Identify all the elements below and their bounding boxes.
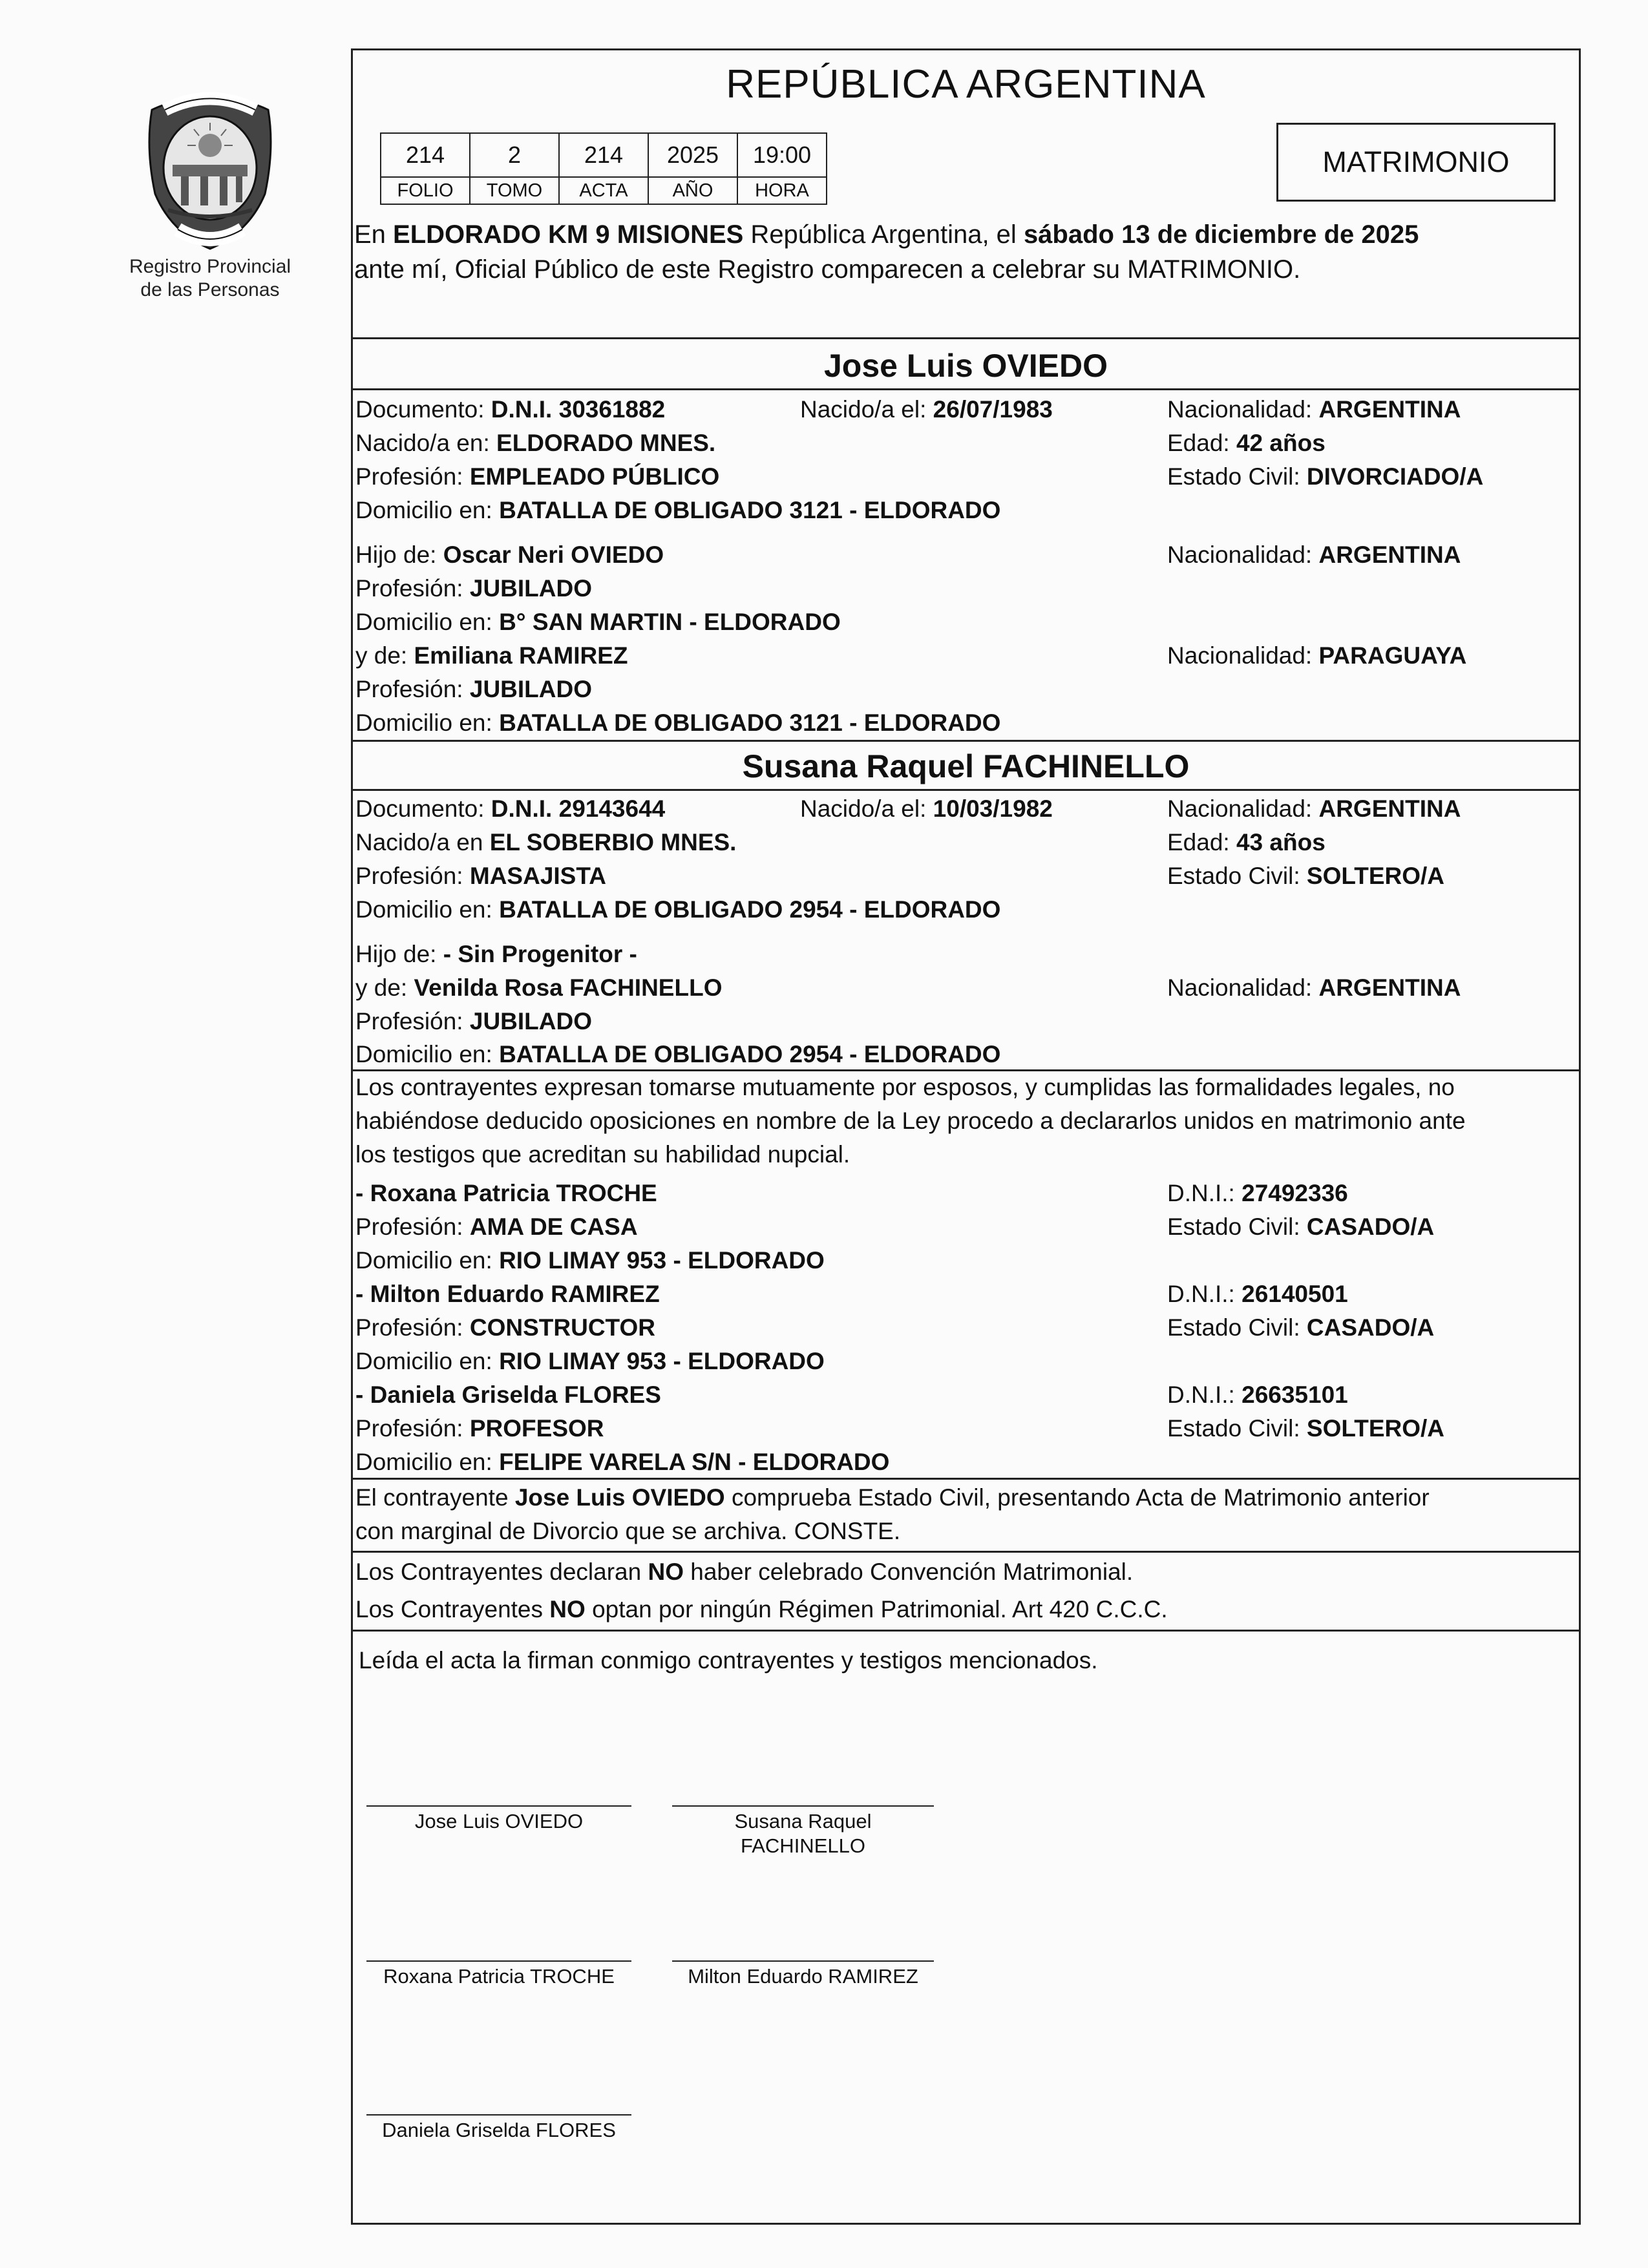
witness2-civil-status: Estado Civil: CASADO/A: [1167, 1314, 1435, 1341]
witness3-address: Domicilio en: FELIPE VARELA S/N - ELDORADO: [355, 1449, 890, 1475]
party1-mother: y de: Emiliana RAMIREZ: [355, 642, 628, 669]
party1-address: Domicilio en: BATALLA DE OBLIGADO 3121 - ELDORADO: [355, 497, 1001, 523]
party2-address: Domicilio en: BATALLA DE OBLIGADO 2954 - ELDORADO: [355, 896, 1001, 923]
civil-status-note: El contrayente Jose Luis OVIEDO comprueba Estado Civil, presentando Acta de Matrimonio anterior con marginal de Divorcio que se archiva. CONSTE.: [355, 1484, 1430, 1544]
party2-nationality: Nacionalidad: ARGENTINA: [1167, 795, 1461, 822]
party2-profession: Profesión: MASAJISTA: [355, 863, 606, 889]
folio-label: FOLIO: [381, 177, 470, 204]
party1-mother-profession: Profesión: JUBILADO: [355, 676, 592, 702]
divider: [351, 337, 1581, 339]
closing-statement: Leída el acta la firman conmigo contrayentes y testigos mencionados.: [359, 1647, 1098, 1674]
party1-nationality: Nacionalidad: ARGENTINA: [1167, 396, 1461, 423]
party2-name: Susana Raquel FACHINELLO: [742, 748, 1190, 784]
party2-documento: Documento: D.N.I. 29143644: [355, 795, 666, 822]
party2-age: Edad: 43 años: [1167, 829, 1326, 856]
witness3-civil-status: Estado Civil: SOLTERO/A: [1167, 1415, 1445, 1442]
party1-birthdate: Nacido/a el: 26/07/1983: [800, 396, 1053, 423]
witness3-profession: Profesión: PROFESOR: [355, 1415, 604, 1442]
anio-label: AÑO: [648, 177, 737, 204]
matrimonial-convention: Los Contrayentes declaran NO haber celebrado Convención Matrimonial. Los Contrayentes NO optan por ningún Régimen Patrimonial. Art 420 C.C.C.: [355, 1559, 1168, 1622]
witness2-address: Domicilio en: RIO LIMAY 953 - ELDORADO: [355, 1348, 825, 1374]
provincia-misiones-seal-icon: [132, 84, 288, 258]
party1-profession: Profesión: EMPLEADO PÚBLICO: [355, 463, 720, 490]
party2-mother-nationality: Nacionalidad: ARGENTINA: [1167, 974, 1461, 1001]
signature-label-witness1: Roxana Patricia TROCHE: [383, 1965, 615, 1988]
party1-civil-status: Estado Civil: DIVORCIADO/A: [1167, 463, 1484, 490]
witness1-address: Domicilio en: RIO LIMAY 953 - ELDORADO: [355, 1247, 825, 1274]
party2-birthplace: Nacido/a en EL SOBERBIO MNES.: [355, 829, 737, 856]
divider: [351, 1551, 1581, 1553]
divider: [351, 789, 1581, 791]
registry-caption: Registro Provincial de las Personas: [129, 256, 291, 300]
document-type-box: MATRIMONIO: [1276, 123, 1556, 202]
tomo-value: 2: [470, 133, 559, 177]
hora-value: 19:00: [737, 133, 827, 177]
party2-mother-profession: Profesión: JUBILADO: [355, 1008, 592, 1034]
signature-line: [366, 1805, 631, 1807]
declaration-paragraph: Los contrayentes expresan tomarse mutuamente por esposos, y cumplidas las formalidades legales, no habiéndose deducido oposiciones en nombre de la Ley procedo a declararlos unidos en matrimonio ante los testigos que acreditan su habilidad nupcial.: [355, 1074, 1466, 1168]
witness3-name: - Daniela Griselda FLORES: [355, 1381, 661, 1408]
witness1-dni: D.N.I.: 27492336: [1167, 1180, 1348, 1206]
anio-value: 2025: [648, 133, 737, 177]
divider: [351, 740, 1581, 742]
folio-value: 214: [381, 133, 470, 177]
party1-father-address: Domicilio en: B° SAN MARTIN - ELDORADO: [355, 609, 841, 635]
witness3-dni: D.N.I.: 26635101: [1167, 1381, 1348, 1408]
hora-label: HORA: [737, 177, 827, 204]
party1-mother-address: Domicilio en: BATALLA DE OBLIGADO 3121 - ELDORADO: [355, 709, 1001, 736]
party1-mother-nationality: Nacionalidad: PARAGUAYA: [1167, 642, 1467, 669]
signature-line: [672, 1805, 934, 1807]
party2-birthdate: Nacido/a el: 10/03/1982: [800, 795, 1053, 822]
party1-birthplace: Nacido/a en: ELDORADO MNES.: [355, 430, 716, 456]
signature-line: [366, 1960, 631, 1962]
witness1-name: - Roxana Patricia TROCHE: [355, 1180, 657, 1206]
party1-age: Edad: 42 años: [1167, 430, 1326, 456]
witness1-civil-status: Estado Civil: CASADO/A: [1167, 1213, 1435, 1240]
divider: [351, 1630, 1581, 1632]
party1-father-profession: Profesión: JUBILADO: [355, 575, 592, 602]
record-header-table: [380, 132, 827, 205]
signature-label-witness2: Milton Eduardo RAMIREZ: [688, 1965, 918, 1988]
party1-father-nationality: Nacionalidad: ARGENTINA: [1167, 541, 1461, 568]
signature-label-party1: Jose Luis OVIEDO: [414, 1810, 584, 1832]
intro-paragraph: En ELDORADO KM 9 MISIONES República Argentina, el sábado 13 de diciembre de 2025 ante mí, Oficial Público de este Registro comparecen a celebrar su MATRIMONIO.: [354, 220, 1419, 284]
page-title: REPÚBLICA ARGENTINA: [726, 62, 1206, 107]
party1-father: Hijo de: Oscar Neri OVIEDO: [355, 541, 664, 568]
witness1-profession: Profesión: AMA DE CASA: [355, 1213, 638, 1240]
witness2-profession: Profesión: CONSTRUCTOR: [355, 1314, 655, 1341]
signature-label-witness3: Daniela Griselda FLORES: [382, 2119, 616, 2141]
party2-mother-address: Domicilio en: BATALLA DE OBLIGADO 2954 - ELDORADO: [355, 1041, 1001, 1067]
party2-civil-status: Estado Civil: SOLTERO/A: [1167, 863, 1445, 889]
party1-name: Jose Luis OVIEDO: [823, 348, 1108, 384]
acta-label: ACTA: [559, 177, 648, 204]
signature-label-party2: Susana Raquel FACHINELLO: [734, 1810, 872, 1857]
acta-value: 214: [559, 133, 648, 177]
divider: [351, 388, 1581, 390]
party2-mother: y de: Venilda Rosa FACHINELLO: [355, 974, 723, 1001]
party1-documento: Documento: D.N.I. 30361882: [355, 396, 666, 423]
witness2-dni: D.N.I.: 26140501: [1167, 1281, 1348, 1307]
signature-line: [672, 1960, 934, 1962]
party2-father: Hijo de: - Sin Progenitor -: [355, 941, 637, 967]
divider: [351, 1478, 1581, 1480]
witness2-name: - Milton Eduardo RAMIREZ: [355, 1281, 660, 1307]
tomo-label: TOMO: [470, 177, 559, 204]
signature-line: [366, 2114, 631, 2116]
